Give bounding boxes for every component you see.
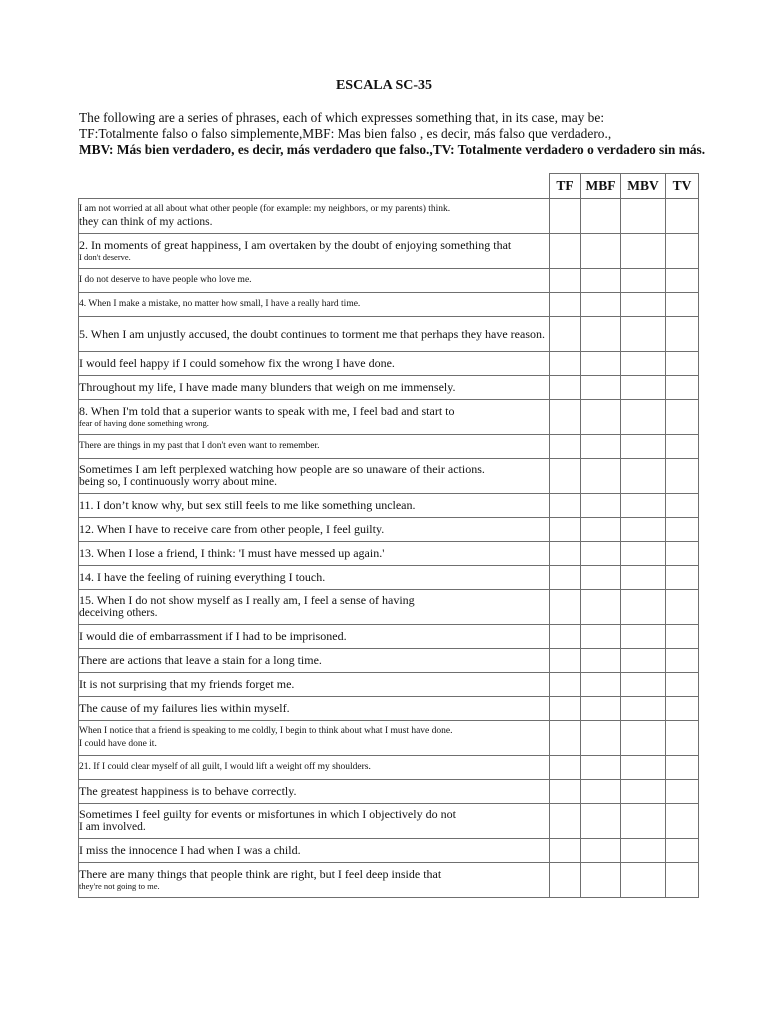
item-statement: 21. If I could clear myself of all guilt, I would lift a weight off my shoulders. [79,762,371,772]
item-statement: 5. When I am unjustly accused, the doubt continues to torment me that perhaps they have reason. [79,326,545,341]
answer-cell-tf[interactable] [550,269,581,293]
table-row [79,590,699,625]
answer-cell-tf[interactable] [550,590,581,625]
item-text-cell [79,697,550,721]
answer-cell-tf[interactable] [550,234,581,269]
answer-cell-tv[interactable] [666,780,699,804]
item-text-cell [79,839,550,863]
answer-cell-tv[interactable] [666,839,699,863]
answer-cell-mbv[interactable] [621,697,666,721]
instructions [79,110,729,158]
table-row [79,839,699,863]
answer-cell-mbv[interactable] [621,756,666,780]
answer-cell-mbv[interactable] [621,780,666,804]
answer-cell-mbv[interactable] [621,590,666,625]
answer-cell-tf[interactable] [550,673,581,697]
table-row [79,673,699,697]
answer-cell-mbv[interactable] [621,518,666,542]
item-statement: The cause of my failures lies within myself. [79,701,290,715]
table-row [79,317,699,352]
answer-cell-tf[interactable] [550,721,581,756]
answer-cell-mbf[interactable] [581,518,621,542]
answer-cell-mbv[interactable] [621,625,666,649]
item-statement: I miss the innocence I had when I was a child. [79,843,301,857]
item-statement: 14. I have the feeling of ruining everything I touch. [79,570,326,584]
answer-cell-tv[interactable] [666,269,699,293]
answer-cell-mbf[interactable] [581,697,621,721]
item-text-cell [79,542,550,566]
answer-cell-mbf[interactable] [581,756,621,780]
item-statement: I am not worried at all about what other people (for example: my neighbors, or my parents) think. [79,204,451,214]
instructions-line-3: MBV: Más bien verdadero, es decir, más verdadero que falso.,TV: Totalmente verdadero o verdadero sin más. [79,142,706,157]
table-row [79,804,699,839]
answer-cell-tv[interactable] [666,352,699,376]
table-row [79,697,699,721]
item-statement: I would feel happy if I could somehow fix the wrong I have done. [79,356,395,370]
answer-cell-tv[interactable] [666,721,699,756]
answer-cell-mbv[interactable] [621,566,666,590]
answer-cell-mbf[interactable] [581,566,621,590]
item-text-cell [79,352,550,376]
answer-cell-tv[interactable] [666,494,699,518]
answer-cell-mbv[interactable] [621,649,666,673]
answer-cell-tf[interactable] [550,697,581,721]
table-row [79,542,699,566]
item-text-cell [79,566,550,590]
answer-cell-tf[interactable] [550,400,581,435]
answer-cell-tv[interactable] [666,566,699,590]
item-text-cell [79,199,550,234]
answer-cell-tv[interactable] [666,673,699,697]
table-row [79,234,699,269]
answer-cell-mbv[interactable] [621,839,666,863]
column-header-tv: TV [666,174,699,199]
item-statement: There are actions that leave a stain for a long time. [79,653,322,667]
item-statement: Throughout my life, I have made many blunders that weigh on me immensely. [79,380,456,394]
answer-cell-mbf[interactable] [581,293,621,317]
item-statement: 13. When I lose a friend, I think: 'I must have messed up again.' [79,546,385,560]
item-text-cell [79,673,550,697]
table-row [79,780,699,804]
answer-cell-mbf[interactable] [581,494,621,518]
answer-cell-tv[interactable] [666,435,699,459]
item-statement: The greatest happiness is to behave correctly. [79,784,297,798]
answer-cell-tv[interactable] [666,518,699,542]
answer-cell-mbf[interactable] [581,625,621,649]
table-row [79,518,699,542]
item-statement-continuation: being so, I continuously worry about mine. [79,476,278,488]
answer-cell-mbf[interactable] [581,459,621,494]
column-header-mbf: MBF [581,174,621,199]
answer-cell-mbf[interactable] [581,673,621,697]
answer-cell-mbf[interactable] [581,400,621,435]
item-statement: 11. I don’t know why, but sex still feels to me like something unclean. [79,498,416,512]
item-statement: 4. When I make a mistake, no matter how small, I have a really hard time. [79,299,361,309]
answer-cell-tv[interactable] [666,804,699,839]
table-row [79,649,699,673]
item-statement: 8. When I'm told that a superior wants to speak with me, I feel bad and start to [79,404,455,418]
answer-cell-mbf[interactable] [581,863,621,898]
item-text-cell [79,756,550,780]
item-statement-continuation: I am involved. [79,821,146,833]
item-statement-continuation: I don't deserve. [79,252,131,262]
table-row [79,721,699,756]
answer-cell-mbv[interactable] [621,673,666,697]
item-statement: 2. In moments of great happiness, I am overtaken by the doubt of enjoying something that [79,238,512,252]
table-row [79,494,699,518]
item-text-cell [79,649,550,673]
answer-cell-tf[interactable] [550,542,581,566]
item-text-cell [79,376,550,400]
answer-cell-mbv[interactable] [621,435,666,459]
item-text-cell [79,293,550,317]
answer-cell-mbv[interactable] [621,376,666,400]
answer-cell-tf[interactable] [550,317,581,352]
answer-cell-tf[interactable] [550,518,581,542]
item-text-cell [79,435,550,459]
item-statement: There are things in my past that I don't even want to remember. [79,441,320,451]
scale-title: ESCALA SC-35 [335,78,433,93]
item-text-cell [79,234,550,269]
answer-cell-tf[interactable] [550,780,581,804]
answer-cell-mbf[interactable] [581,435,621,459]
answer-cell-mbf[interactable] [581,649,621,673]
answer-cell-mbf[interactable] [581,590,621,625]
item-statement: Sometimes I feel guilty for events or misfortunes in which I objectively do not [79,807,456,821]
answer-cell-mbv[interactable] [621,721,666,756]
table-row [79,566,699,590]
table-row [79,863,699,898]
answer-cell-tf[interactable] [550,756,581,780]
item-statement: I would die of embarrassment if I had to be imprisoned. [79,629,347,643]
item-statement-continuation: fear of having done something wrong. [79,418,209,428]
item-text-cell [79,400,550,435]
answer-cell-mbf[interactable] [581,780,621,804]
item-statement-continuation: they're not going to me. [79,881,160,891]
answer-cell-mbf[interactable] [581,199,621,234]
answer-cell-tv[interactable] [666,590,699,625]
table-row [79,352,699,376]
table-row [79,400,699,435]
answer-cell-tf[interactable] [550,625,581,649]
response-table [78,173,699,898]
answer-cell-mbv[interactable] [621,494,666,518]
answer-cell-tv[interactable] [666,459,699,494]
table-row [79,376,699,400]
answer-cell-tv[interactable] [666,400,699,435]
column-header-mbv: MBV [621,174,666,199]
answer-cell-tf[interactable] [550,649,581,673]
table-row [79,293,699,317]
answer-cell-tf[interactable] [550,566,581,590]
answer-cell-mbf[interactable] [581,352,621,376]
answer-cell-mbv[interactable] [621,234,666,269]
item-text-cell [79,317,550,352]
answer-cell-mbv[interactable] [621,293,666,317]
answer-cell-tv[interactable] [666,293,699,317]
answer-cell-tf[interactable] [550,459,581,494]
answer-cell-mbf[interactable] [581,269,621,293]
answer-cell-tf[interactable] [550,863,581,898]
answer-cell-tf[interactable] [550,199,581,234]
answer-cell-mbv[interactable] [621,269,666,293]
table-row [79,199,699,234]
answer-cell-tv[interactable] [666,234,699,269]
item-statement: 12. When I have to receive care from other people, I feel guilty. [79,522,385,536]
item-text-cell [79,863,550,898]
item-text-cell [79,269,550,293]
answer-cell-mbf[interactable] [581,376,621,400]
answer-cell-mbv[interactable] [621,804,666,839]
answer-cell-mbf[interactable] [581,839,621,863]
answer-cell-mbf[interactable] [581,317,621,352]
answer-cell-mbf[interactable] [581,804,621,839]
item-statement: I do not deserve to have people who love me. [79,275,252,285]
answer-cell-tv[interactable] [666,756,699,780]
answer-cell-tv[interactable] [666,649,699,673]
answer-cell-tv[interactable] [666,863,699,898]
item-text-cell [79,518,550,542]
item-statement: When I notice that a friend is speaking to me coldly, I begin to think about what I must have done. [79,726,453,736]
answer-cell-tf[interactable] [550,352,581,376]
item-text-cell [79,780,550,804]
answer-cell-mbv[interactable] [621,199,666,234]
header-row [79,174,699,199]
item-text-cell [79,625,550,649]
answer-cell-mbv[interactable] [621,459,666,494]
answer-cell-tf[interactable] [550,376,581,400]
item-text-cell [79,804,550,839]
item-text-cell [79,590,550,625]
answer-cell-mbv[interactable] [621,352,666,376]
answer-cell-tv[interactable] [666,542,699,566]
item-statement: 15. When I do not show myself as I really am, I feel a sense of having [79,593,415,607]
answer-cell-tv[interactable] [666,317,699,352]
table-row [79,459,699,494]
answer-cell-mbf[interactable] [581,721,621,756]
answer-cell-mbv[interactable] [621,317,666,352]
table-row [79,435,699,459]
answer-cell-tv[interactable] [666,697,699,721]
answer-cell-mbv[interactable] [621,542,666,566]
answer-cell-mbf[interactable] [581,234,621,269]
answer-cell-tf[interactable] [550,293,581,317]
answer-cell-mbv[interactable] [621,400,666,435]
answer-cell-mbv[interactable] [621,863,666,898]
answer-cell-tv[interactable] [666,199,699,234]
header-blank [79,174,550,199]
answer-cell-tf[interactable] [550,804,581,839]
item-text-cell [79,459,550,494]
item-text-cell [79,721,550,756]
answer-cell-tv[interactable] [666,376,699,400]
item-statement: It is not surprising that my friends forget me. [79,677,295,691]
answer-cell-tf[interactable] [550,839,581,863]
item-statement: Sometimes I am left perplexed watching how people are so unaware of their actions. [79,462,485,476]
column-header-tf: TF [550,174,581,199]
item-statement-continuation: I could have done it. [79,739,157,749]
table-row [79,625,699,649]
answer-cell-tv[interactable] [666,625,699,649]
instructions-line-1: The following are a series of phrases, each of which expresses something that, in its case, may be: [79,110,605,125]
answer-cell-tf[interactable] [550,494,581,518]
instructions-line-2: TF:Totalmente falso o falso simplemente,MBF: Mas bien falso , es decir, más falso que verdadero., [79,126,612,141]
item-statement-continuation: they can think of my actions. [79,216,213,228]
table-row [79,269,699,293]
table-row [79,756,699,780]
item-rows [79,199,699,898]
answer-cell-tf[interactable] [550,435,581,459]
answer-cell-mbf[interactable] [581,542,621,566]
item-statement-continuation: deceiving others. [79,607,158,619]
item-statement: There are many things that people think are right, but I feel deep inside that [79,867,442,881]
item-text-cell [79,494,550,518]
